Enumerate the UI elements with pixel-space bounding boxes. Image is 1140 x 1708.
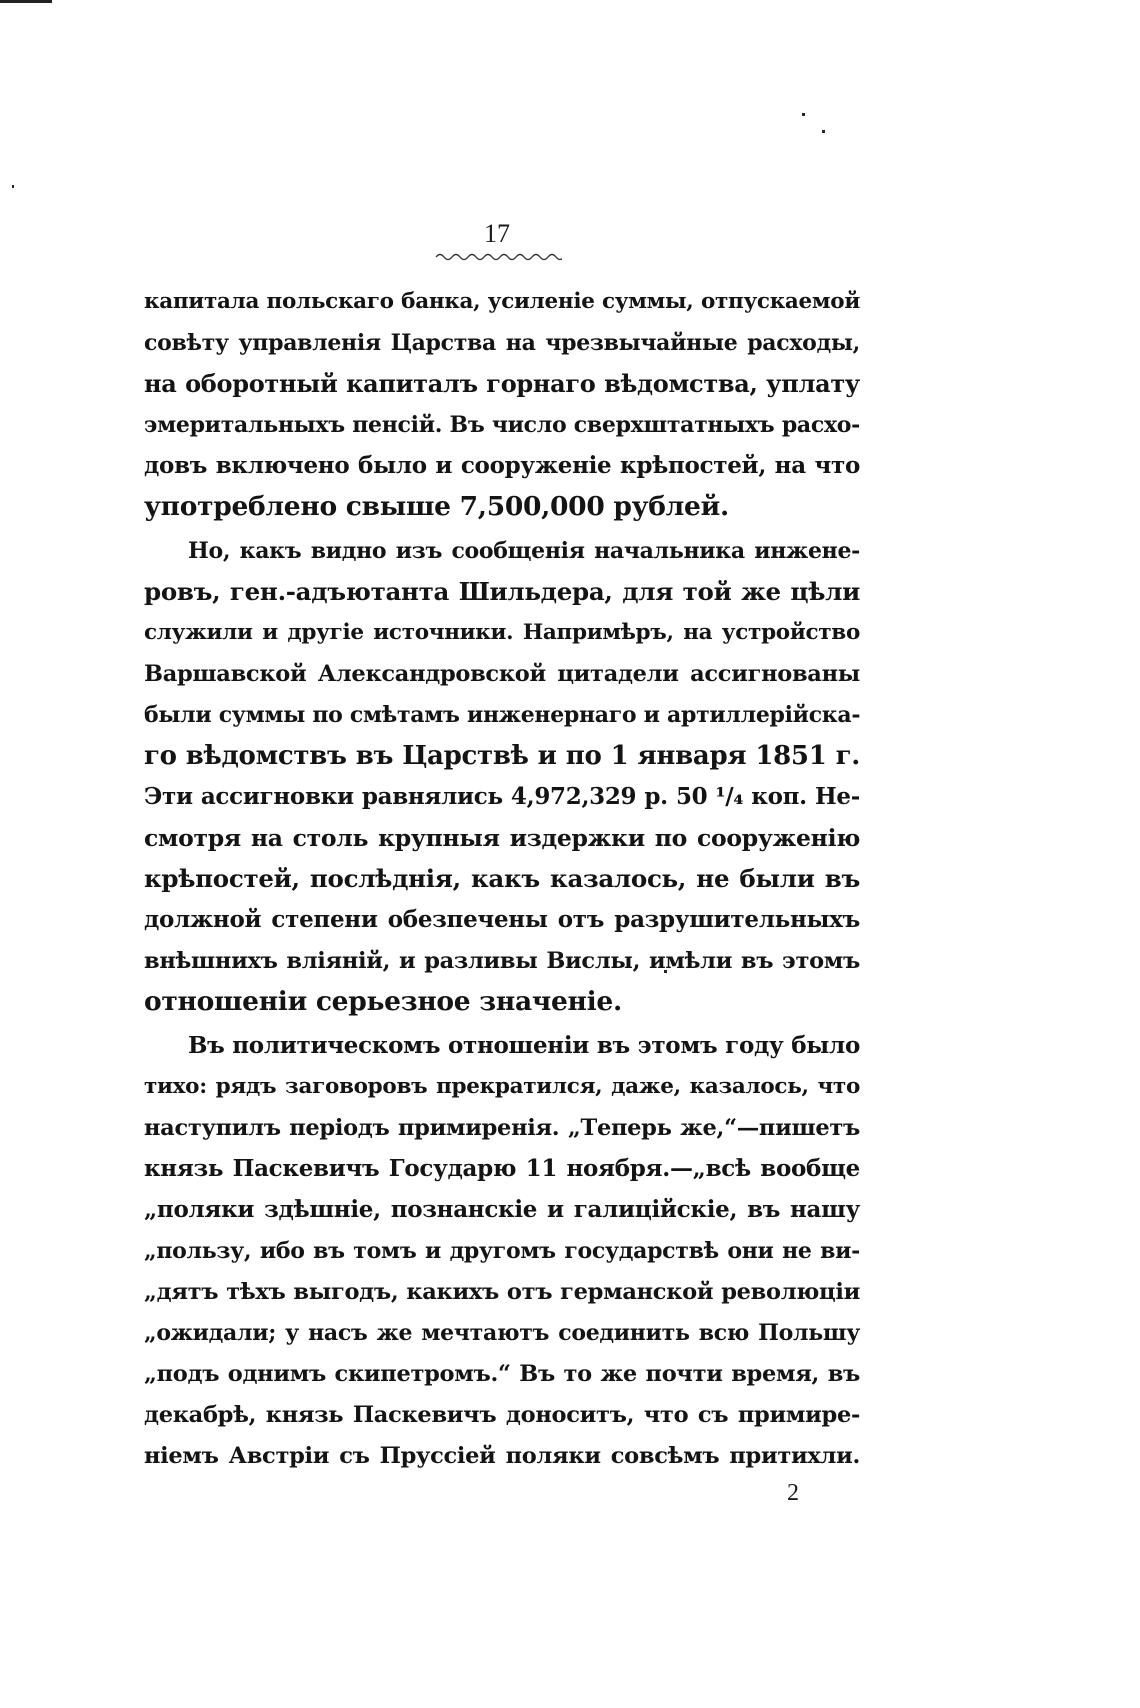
text-line: Въ политическомъ отношеніи въ этомъ году было <box>188 1032 860 1059</box>
signature-mark: 2 <box>787 1480 799 1506</box>
text-line: были суммы по смѣтамъ инженернаго и артиллерійска- <box>144 702 861 728</box>
text-line: князь Паскевичъ Государю 11 ноября.—„всѣ вообще <box>144 1155 860 1182</box>
scan-dot-right-2 <box>822 130 825 133</box>
text-line: эмеритальныхъ пенсій. Въ число сверхштатныхъ расхо- <box>144 412 860 438</box>
scan-dot-right <box>802 113 805 116</box>
text-line: го вѣдомствъ въ Царствѣ и по 1 января 1851 г. <box>144 741 860 771</box>
text-line: ровъ, ген.-адъютанта Шильдера, для той же цѣли <box>144 577 860 606</box>
text-line: отношеніи серьезное значеніе. <box>144 986 622 1017</box>
text-line: Варшавской Александровской цитадели ассигнованы <box>144 661 860 687</box>
scan-mark-top-left <box>0 0 52 3</box>
text-line: „дятъ тѣхъ выгодъ, какихъ отъ германской революціи <box>144 1279 860 1305</box>
text-line: Эти ассигновки равнялись 4,972,329 р. 50 ¹/₄ коп. Не- <box>144 783 860 810</box>
header-ornament-icon <box>434 250 562 262</box>
text-line: „ожидали; у насъ же мечтаютъ соединить всю Польшу <box>144 1320 860 1346</box>
text-line: „подъ однимъ скипетромъ.“ Въ то же почти время, въ <box>144 1361 860 1387</box>
text-line: должной степени обезпечены отъ разрушительныхъ <box>144 906 860 933</box>
text-line: наступилъ періодъ примиренія. „Теперь же,“—пишетъ <box>144 1115 860 1141</box>
scan-dot-left <box>12 185 14 188</box>
text-line: крѣпостей, послѣднія, какъ казалось, не были въ <box>144 864 860 893</box>
text-line: смотря на столь крупныя издержки по сооруженію <box>144 824 860 852</box>
text-line: „поляки здѣшніе, познанскіе и галиційскіе, въ нашу <box>144 1196 860 1223</box>
text-line: „пользу, ибо въ томъ и другомъ государствѣ они не ви- <box>144 1238 860 1264</box>
text-line: Но, какъ видно изъ сообщенія начальника инжене- <box>188 538 860 564</box>
text-line: совѣту управленія Царства на чрезвычайные расходы, <box>144 330 860 356</box>
page-number: 17 <box>484 219 510 248</box>
text-line: капитала польскаго банка, усиленіе суммы, отпускаемой <box>144 289 860 314</box>
text-line: на оборотный капиталъ горнаго вѣдомства, уплату <box>144 369 860 398</box>
text-line: тихо: рядъ заговоровъ прекратился, даже, казалось, что <box>144 1074 860 1099</box>
text-line: довъ включено было и сооруженіе крѣпостей, на что <box>144 452 860 479</box>
text-line: служили и другіе источники. Напримѣръ, на устройство <box>144 620 860 645</box>
text-line: внѣшнихъ вліяній, и разливы Вислы, имѣли въ этомъ <box>144 948 860 974</box>
text-line: ніемъ Австріи съ Пруссіей поляки совсѣмъ притихли. <box>144 1443 860 1469</box>
text-line: употреблено свыше 7,500,000 рублей. <box>144 491 729 522</box>
text-line: декабрѣ, князь Паскевичъ доноситъ, что съ примире- <box>144 1402 860 1428</box>
